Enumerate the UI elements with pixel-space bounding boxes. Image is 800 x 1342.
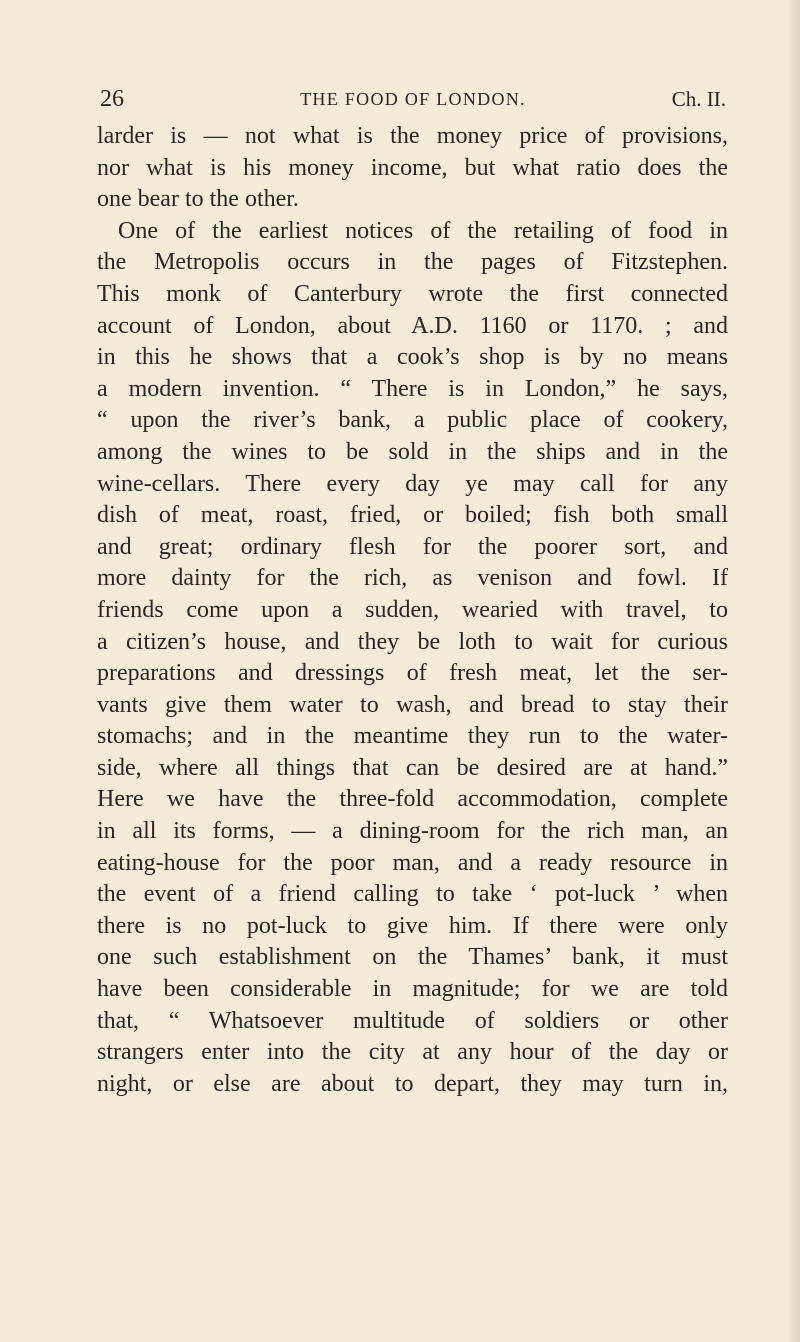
text-line: This monk of Canterbury wrote the first connected <box>97 280 728 307</box>
text-line: that, “ Whatsoever multitude of soldiers or other <box>97 1007 728 1034</box>
text-line: preparations and dressings of fresh meat, let the ser- <box>97 660 728 687</box>
text-line: dish of meat, roast, fried, or boiled; fish both small <box>97 502 728 529</box>
text-line: in this he shows that a cook’s shop is by no means <box>97 344 728 371</box>
text-line: strangers enter into the city at any hour of the day or <box>97 1039 728 1066</box>
page-edge-shadow <box>786 0 800 1342</box>
text-line: eating-house for the poor man, and a ready resource in <box>97 849 728 876</box>
text-line: stomachs; and in the meantime they run to the water- <box>97 723 728 750</box>
page-number: 26 <box>100 86 124 112</box>
running-header <box>100 84 726 114</box>
text-line: a citizen’s house, and they be loth to wait for curious <box>97 628 728 655</box>
text-line: larder is — not what is the money price of provisions, <box>97 123 728 149</box>
text-line: one such establishment on the Thames’ bank, it must <box>97 944 728 971</box>
text-line: in all its forms, — a dining-room for the rich man, an <box>97 818 728 845</box>
text-line: vants give them water to wash, and bread to stay their <box>97 691 728 718</box>
chapter-reference: Ch. II. <box>671 87 726 111</box>
text-line: have been considerable in magnitude; for we are told <box>97 976 728 1003</box>
text-line: friends come upon a sudden, wearied with travel, to <box>97 596 728 623</box>
text-line: more dainty for the rich, as venison and fowl. If <box>97 565 728 592</box>
text-line: account of London, about A.D. 1160 or 1170. ; and <box>97 312 728 339</box>
body-text <box>97 121 728 1100</box>
running-title: THE FOOD OF LONDON. <box>300 89 526 109</box>
text-line: side, where all things that can be desired are at hand.” <box>97 754 728 781</box>
text-line: wine-cellars. There every day ye may call for any <box>97 470 728 497</box>
text-line: Here we have the three-fold accommodation, complete <box>97 786 728 813</box>
text-line: nor what is his money income, but what ratio does the <box>97 154 728 181</box>
text-line: the Metropolis occurs in the pages of Fitzstephen. <box>97 249 728 276</box>
text-line: “ upon the river’s bank, a public place of cookery, <box>97 407 728 434</box>
text-line: a modern invention. “ There is in London,” he says, <box>97 375 728 402</box>
text-line: among the wines to be sold in the ships and in the <box>97 438 728 465</box>
text-line: One of the earliest notices of the retailing of food in <box>118 217 728 244</box>
text-line: and great; ordinary flesh for the poorer sort, and <box>97 533 728 560</box>
text-line: the event of a friend calling to take ‘ pot-luck ’ when <box>97 881 728 908</box>
text-line: one bear to the other. <box>97 186 299 213</box>
text-line: there is no pot-luck to give him. If there were only <box>97 912 728 939</box>
text-line: night, or else are about to depart, they may turn in, <box>97 1070 728 1097</box>
